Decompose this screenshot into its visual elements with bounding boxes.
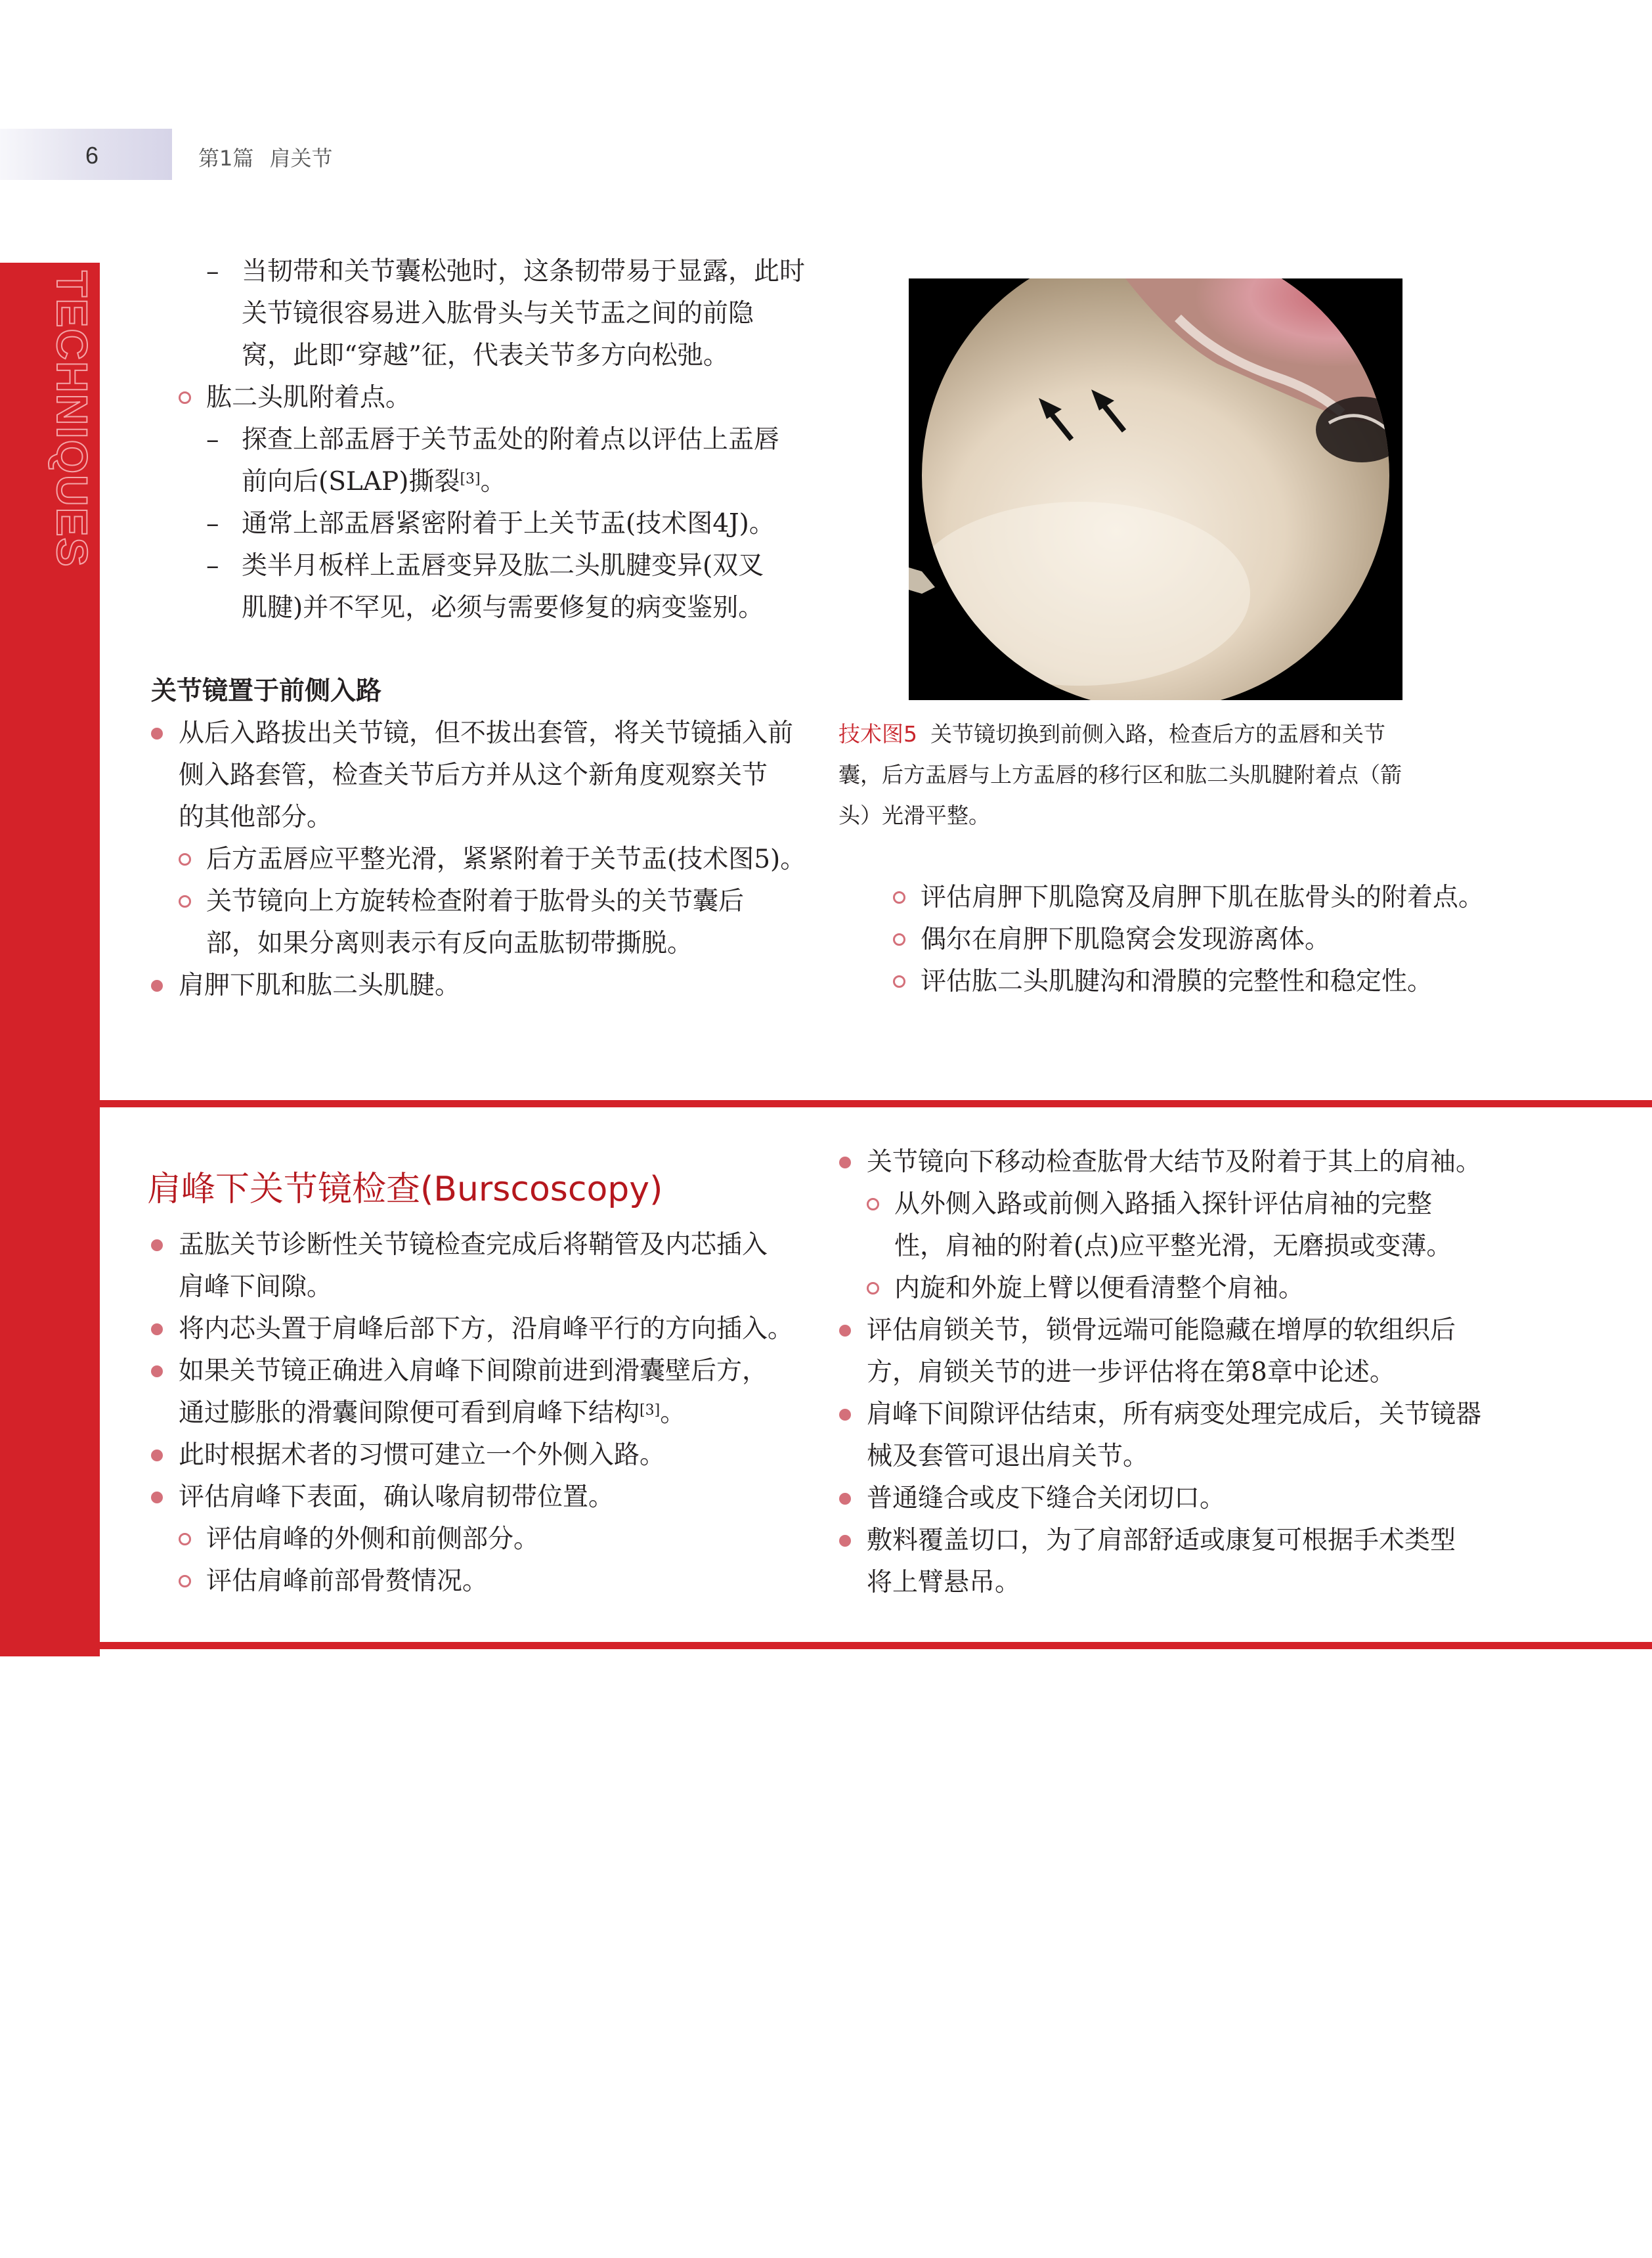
list-item bbox=[839, 1268, 1481, 1310]
hollow-bullet-icon bbox=[893, 933, 905, 946]
list-item bbox=[865, 877, 1484, 919]
hollow-bullet-icon bbox=[179, 853, 191, 866]
solid-bullet-icon bbox=[151, 980, 163, 992]
line-text-tail: 。 bbox=[660, 1398, 686, 1428]
line-text: 内旋和外旋上臂以便看清整个肩袖。 bbox=[894, 1273, 1305, 1303]
line-text: 当韧带和关节囊松弛时，这条韧带易于显露，此时 bbox=[242, 257, 806, 286]
list-item bbox=[151, 881, 806, 923]
spacer bbox=[151, 629, 806, 670]
dash-bullet-icon: – bbox=[206, 425, 219, 454]
line-text: 通过膨胀的滑囊间隙便可看到肩峰下结构 bbox=[179, 1398, 640, 1428]
line-text: 将上臂悬吊。 bbox=[867, 1568, 1021, 1597]
line-text: 方，肩锁关节的进一步评估将在第8章中论述。 bbox=[867, 1358, 1395, 1387]
line-text: 的其他部分。 bbox=[179, 803, 333, 832]
list-item-continuation bbox=[151, 335, 806, 377]
line-text: 肩胛下肌和肱二头肌腱。 bbox=[179, 971, 461, 1000]
hollow-bullet-icon bbox=[867, 1198, 879, 1210]
hollow-bullet-icon bbox=[893, 891, 905, 904]
citation-ref: [3] bbox=[460, 471, 481, 487]
bottom-divider bbox=[100, 1642, 1652, 1649]
list-item bbox=[865, 961, 1484, 1003]
bottom-right-column bbox=[839, 1141, 1481, 1604]
list-item bbox=[151, 713, 806, 755]
solid-bullet-icon bbox=[151, 1450, 163, 1461]
list-item-continuation bbox=[151, 1266, 793, 1308]
top-right-column bbox=[865, 877, 1484, 1003]
section-title: 肩峰下关节镜检查(Burscoscopy) bbox=[147, 1170, 663, 1209]
line-text: 肌腱)并不罕见，必须与需要修复的病变鉴别。 bbox=[242, 593, 764, 623]
list-item-continuation bbox=[151, 755, 806, 797]
solid-bullet-icon bbox=[151, 1323, 163, 1335]
line-text: 后方盂唇应平整光滑，紧紧附着于关节盂(技术图5)。 bbox=[206, 845, 806, 874]
solid-bullet-icon bbox=[151, 1365, 163, 1377]
solid-bullet-icon bbox=[839, 1325, 851, 1337]
line-text: 敷料覆盖切口，为了肩部舒适或康复可根据手术类型 bbox=[867, 1526, 1456, 1555]
line-text-tail: 。 bbox=[480, 467, 506, 497]
line-text: 械及套管可退出肩关节。 bbox=[867, 1442, 1149, 1471]
solid-bullet-icon bbox=[839, 1409, 851, 1421]
dash-bullet-icon: – bbox=[206, 257, 219, 286]
hollow-bullet-icon bbox=[179, 1533, 191, 1545]
hollow-bullet-icon bbox=[179, 895, 191, 908]
line-text: 将内芯头置于肩峰后部下方，沿肩峰平行的方向插入。 bbox=[179, 1314, 794, 1344]
list-item-continuation bbox=[151, 587, 806, 629]
line-text: 肱二头肌附着点。 bbox=[206, 383, 412, 412]
list-item bbox=[151, 377, 806, 419]
caption-line-1: 技术图5 关节镜切换到前侧入路，检查后方的盂唇和关节 bbox=[838, 721, 1385, 747]
solid-bullet-icon bbox=[151, 728, 163, 740]
line-text: 窝，此即“穿越”征，代表关节多方向松弛。 bbox=[242, 341, 729, 370]
solid-bullet-icon bbox=[151, 1492, 163, 1503]
list-item-continuation bbox=[151, 797, 806, 839]
line-text: 从后入路拔出关节镜，但不拔出套管，将关节镜插入前 bbox=[179, 719, 794, 748]
solid-bullet-icon bbox=[151, 1239, 163, 1251]
list-item bbox=[151, 1224, 793, 1266]
sub-list-item bbox=[151, 419, 806, 461]
line-text: 探查上部盂唇于关节盂处的附着点以评估上盂唇 bbox=[242, 425, 780, 454]
list-item bbox=[151, 839, 806, 881]
caption-line-3: 头）光滑平整。 bbox=[838, 803, 990, 828]
bottom-left-column bbox=[151, 1224, 793, 1603]
list-item-continuation bbox=[151, 1392, 793, 1434]
list-item bbox=[151, 1350, 793, 1392]
line-text: 偶尔在肩胛下肌隐窝会发现游离体。 bbox=[921, 925, 1331, 954]
line-text: 普通缝合或皮下缝合关闭切口。 bbox=[867, 1484, 1226, 1513]
caption-label: 技术图5 bbox=[838, 721, 917, 747]
list-item bbox=[839, 1478, 1481, 1520]
sub-list-item bbox=[151, 251, 806, 293]
section-divider bbox=[100, 1100, 1652, 1107]
solid-bullet-icon bbox=[839, 1493, 851, 1505]
line-text: 评估肱二头肌腱沟和滑膜的完整性和稳定性。 bbox=[921, 967, 1433, 996]
line-text: 从外侧入路或前侧入路插入探针评估肩袖的完整 bbox=[894, 1189, 1433, 1219]
line-text: 肩峰下间隙评估结束，所有病变处理完成后，关节镜器 bbox=[867, 1400, 1482, 1429]
arthroscopy-photo bbox=[909, 278, 1402, 700]
sidebar-label: TECHNIQUES bbox=[48, 271, 97, 568]
list-item-continuation bbox=[151, 461, 806, 503]
line-text: 关节镜向下移动检查肱骨大结节及附着于其上的肩袖。 bbox=[867, 1147, 1482, 1177]
line-text: 通常上部盂唇紧密附着于上关节盂(技术图4J)。 bbox=[242, 509, 775, 539]
line-text: 关节镜向上方旋转检查附着于肱骨头的关节囊后 bbox=[206, 887, 745, 916]
sub-list-item bbox=[151, 545, 806, 587]
hollow-bullet-icon bbox=[867, 1282, 879, 1295]
line-text: 评估肩胛下肌隐窝及肩胛下肌在肱骨头的附着点。 bbox=[921, 883, 1485, 912]
caption-line-2: 囊，后方盂唇与上方盂唇的移行区和肱二头肌腱附着点（箭 bbox=[838, 762, 1402, 787]
line-text: 评估肩峰下表面，确认喙肩韧带位置。 bbox=[179, 1482, 615, 1512]
line-text: 肩峰下间隙。 bbox=[179, 1272, 333, 1302]
running-head: 第1篇 肩关节 bbox=[198, 146, 333, 171]
line-text: 性，肩袖的附着(点)应平整光滑，无磨损或变薄。 bbox=[894, 1231, 1452, 1261]
subheading bbox=[151, 670, 806, 713]
line-text: 前向后(SLAP)撕裂 bbox=[242, 467, 460, 497]
list-item-continuation bbox=[151, 923, 806, 965]
line-text: 关节镜置于前侧入路 bbox=[151, 676, 382, 706]
line-text: 侧入路套管，检查关节后方并从这个新角度观察关节 bbox=[179, 761, 768, 790]
list-item bbox=[151, 965, 806, 1007]
dash-bullet-icon: – bbox=[206, 551, 219, 581]
line-text: 评估肩峰前部骨赘情况。 bbox=[206, 1566, 489, 1596]
list-item bbox=[151, 1434, 793, 1476]
line-text: 评估肩锁关节，锁骨远端可能隐藏在增厚的软组织后 bbox=[867, 1316, 1456, 1345]
line-text: 盂肱关节诊断性关节镜检查完成后将鞘管及内芯插入 bbox=[179, 1230, 768, 1260]
solid-bullet-icon bbox=[839, 1535, 851, 1547]
hollow-bullet-icon bbox=[179, 1575, 191, 1587]
arthroscopy-image bbox=[909, 278, 1402, 700]
line-text: 类半月板样上盂唇变异及肱二头肌腱变异(双叉 bbox=[242, 551, 764, 581]
list-item-continuation bbox=[151, 293, 806, 335]
hollow-bullet-icon bbox=[179, 391, 191, 404]
list-item bbox=[151, 1308, 793, 1350]
list-item bbox=[839, 1141, 1481, 1184]
figure-caption bbox=[838, 714, 1482, 836]
list-item bbox=[151, 1518, 793, 1561]
top-left-column bbox=[151, 251, 806, 1007]
list-item bbox=[865, 919, 1484, 961]
sub-list-item bbox=[151, 503, 806, 545]
line-text: 评估肩峰的外侧和前侧部分。 bbox=[206, 1524, 540, 1554]
hollow-bullet-icon bbox=[893, 975, 905, 988]
page-number: 6 bbox=[85, 142, 99, 169]
list-item bbox=[839, 1394, 1481, 1436]
list-item bbox=[839, 1520, 1481, 1562]
line-text: 如果关节镜正确进入肩峰下间隙前进到滑囊壁后方， bbox=[179, 1356, 768, 1386]
solid-bullet-icon bbox=[839, 1157, 851, 1168]
dash-bullet-icon: – bbox=[206, 509, 219, 539]
line-text: 关节镜很容易进入肱骨头与关节盂之间的前隐 bbox=[242, 299, 754, 328]
line-text: 部，如果分离则表示有反向盂肱韧带撕脱。 bbox=[206, 929, 693, 958]
list-item-continuation bbox=[839, 1436, 1481, 1478]
list-item-continuation bbox=[839, 1562, 1481, 1604]
list-item bbox=[839, 1310, 1481, 1352]
list-item bbox=[151, 1561, 793, 1603]
line-text: 此时根据术者的习惯可建立一个外侧入路。 bbox=[179, 1440, 666, 1470]
citation-ref: [3] bbox=[640, 1402, 661, 1419]
list-item-continuation bbox=[839, 1352, 1481, 1394]
list-item-continuation bbox=[839, 1226, 1481, 1268]
list-item bbox=[839, 1184, 1481, 1226]
list-item bbox=[151, 1476, 793, 1518]
